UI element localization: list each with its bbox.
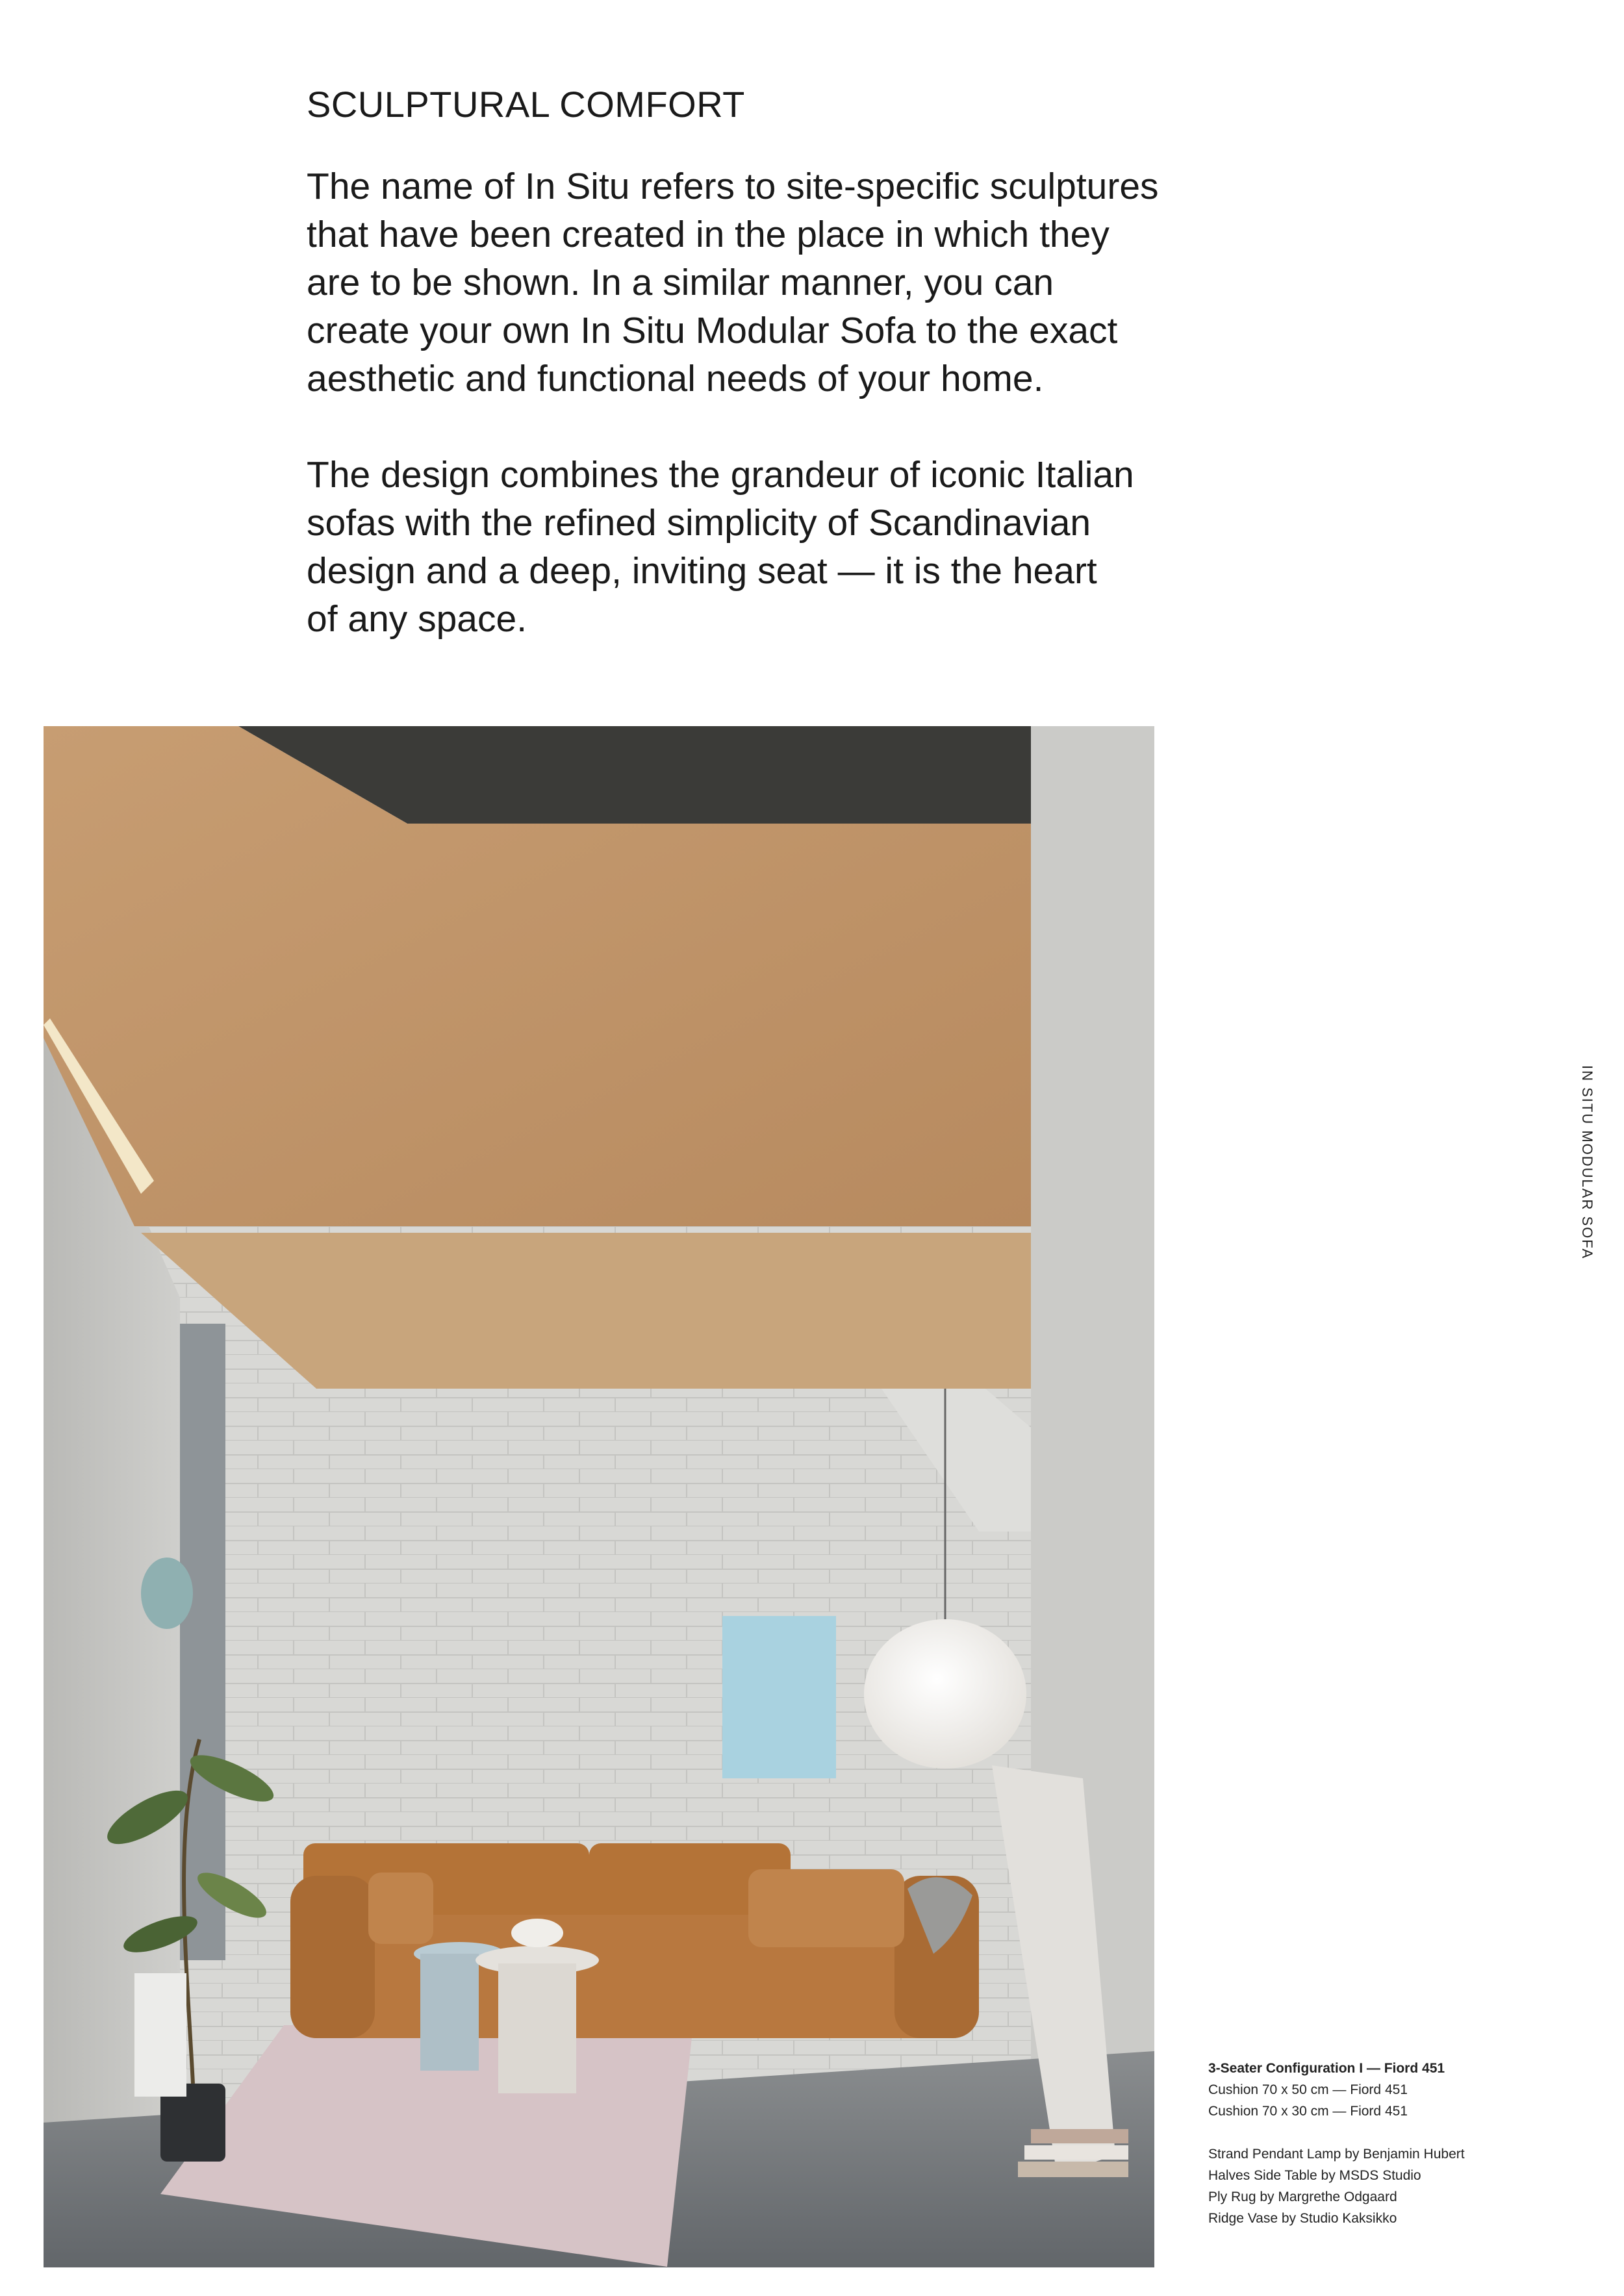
text-line: that have been created in the place in which they (307, 214, 1110, 255)
intro-text (307, 162, 1281, 691)
product-captions (1208, 2058, 1598, 2229)
text-line: aesthetic and functional needs of your home. (307, 358, 1044, 399)
caption-line: Cushion 70 x 50 cm — Fiord 451 (1208, 2082, 1408, 2097)
text-line: create your own In Situ Modular Sofa to the exact (307, 310, 1118, 351)
interior-photo (44, 726, 1154, 2267)
caption-credit: Ply Rug by Margrethe Odgaard (1208, 2189, 1397, 2204)
caption-credit: Strand Pendant Lamp by Benjamin Hubert (1208, 2147, 1465, 2162)
caption-product-title: 3-Seater Configuration I — Fiord 451 (1208, 2061, 1445, 2076)
intro-paragraph-2 (307, 451, 1281, 643)
text-line: The design combines the grandeur of iconic Italian (307, 454, 1134, 496)
caption-spacer (1208, 2122, 1598, 2143)
caption-credit: Ridge Vase by Studio Kaksikko (1208, 2211, 1397, 2226)
text-line: The name of In Situ refers to site-specific sculptures (307, 166, 1159, 207)
interior-illustration (44, 726, 1154, 2267)
text-line: sofas with the refined simplicity of Scandinavian (307, 502, 1091, 544)
text-line: design and a deep, inviting seat — it is the heart (307, 550, 1097, 592)
text-line: are to be shown. In a similar manner, you can (307, 262, 1054, 303)
caption-credit: Halves Side Table by MSDS Studio (1208, 2168, 1421, 2183)
side-label: IN SITU MODULAR SOFA (1579, 1065, 1595, 1260)
page-heading: SCULPTURAL COMFORT (307, 84, 745, 125)
caption-line: Cushion 70 x 30 cm — Fiord 451 (1208, 2104, 1408, 2119)
text-line: of any space. (307, 598, 527, 640)
intro-paragraph-1 (307, 162, 1281, 403)
